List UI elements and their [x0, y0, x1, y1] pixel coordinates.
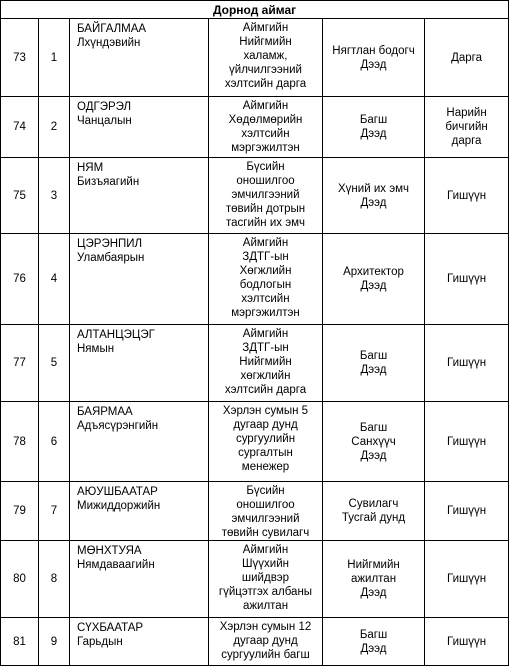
member-profession-line: Нягтлан бодогч	[332, 44, 415, 57]
member-name	[70, 234, 209, 325]
row-number: 1	[39, 19, 70, 97]
member-role-line: Дарга	[451, 51, 482, 64]
member-name-line: ОДГЭРЭЛ	[77, 101, 132, 113]
member-position-line: эмчилгээний	[231, 513, 300, 525]
member-profession-line: Дээд	[360, 128, 387, 140]
member-position-line: Аймгийн	[242, 544, 289, 556]
member-role	[425, 482, 509, 541]
member-position	[209, 158, 323, 234]
member-profession	[323, 618, 425, 666]
member-profession	[323, 19, 425, 97]
row-index: 74	[1, 97, 39, 158]
member-position	[209, 234, 323, 325]
member-position-line: сургалтын	[238, 447, 293, 459]
member-role-line: бичгийн	[445, 121, 488, 133]
member-position-line: үйлчилгээний	[229, 64, 302, 76]
member-name-line: БАЙГАЛМАА	[77, 23, 147, 35]
member-role-line: Гишүүн	[446, 189, 487, 202]
member-position-line: мэргэжилтэн	[231, 142, 300, 154]
member-name-line: Бизъяагийн	[77, 176, 140, 188]
member-profession-line: Хүний их эмч	[338, 182, 409, 195]
member-position-line: Хөдөлмөрийн	[228, 114, 303, 126]
member-position-line: ЗДТГ-ын	[242, 251, 289, 263]
table-row	[1, 402, 509, 482]
member-position	[209, 402, 323, 482]
table-row	[1, 19, 509, 97]
member-name-line: Адъясүрэнгийн	[77, 420, 159, 432]
row-index: 78	[1, 402, 39, 482]
member-position-line: Аймгийн	[242, 100, 289, 112]
member-profession	[323, 234, 425, 325]
table-row	[1, 541, 509, 618]
member-position-line: Шүүхийн	[242, 558, 289, 570]
member-name-line: Лхүндэвийн	[77, 37, 141, 49]
member-position	[209, 97, 323, 158]
row-index: 77	[1, 325, 39, 402]
member-profession-line: Дээд	[360, 58, 387, 71]
member-name	[70, 158, 209, 234]
member-profession	[323, 402, 425, 482]
member-name-line: АЛТАНЦЭЦЭГ	[77, 329, 155, 341]
member-position-line: эмчилгээний	[231, 189, 300, 201]
member-profession-line: Дээд	[360, 196, 387, 209]
member-name-line: НЯМ	[77, 162, 104, 174]
member-position-line: Нийгмийн	[239, 36, 292, 48]
row-number: 5	[39, 325, 70, 402]
member-name	[70, 541, 209, 618]
member-position	[209, 482, 323, 541]
member-position-line: хэлтсийн	[241, 293, 290, 305]
row-index: 75	[1, 158, 39, 234]
member-name-line: ЦЭРЭНПИЛ	[77, 238, 143, 250]
member-role-line: Гишүүн	[446, 505, 487, 517]
member-role-line: дарга	[451, 135, 482, 147]
member-name-line: СҮХБААТАР	[77, 622, 144, 634]
member-profession-line: Тусгай дунд	[341, 512, 406, 524]
row-index: 79	[1, 482, 39, 541]
member-position-line: оношилгоо	[236, 499, 295, 511]
table-row	[1, 482, 509, 541]
row-number: 9	[39, 618, 70, 666]
table-body	[1, 19, 509, 666]
member-position-line: гүйцэтгэх албаны	[218, 586, 313, 598]
member-role	[425, 541, 509, 618]
member-role	[425, 402, 509, 482]
table-row	[1, 158, 509, 234]
member-name-line: Гарьдын	[77, 636, 123, 648]
member-position-line: халамж,	[243, 50, 288, 62]
member-profession-line: Багш	[359, 114, 388, 126]
row-number: 7	[39, 482, 70, 541]
member-profession-line: Багш	[359, 350, 388, 362]
member-position-line: Аймгийн	[242, 237, 289, 249]
member-position-line: хэлтсийн дарга	[224, 384, 307, 396]
member-position-line: сургуулийн	[235, 433, 296, 445]
member-position	[209, 325, 323, 402]
table-title: Дорнод аймаг	[1, 1, 509, 19]
member-role-line: Гишүүн	[446, 435, 487, 448]
member-profession	[323, 325, 425, 402]
member-name	[70, 19, 209, 97]
member-profession-line: Дээд	[360, 587, 387, 599]
member-position-line: бодлогын	[239, 279, 292, 291]
row-number: 8	[39, 541, 70, 618]
member-role	[425, 234, 509, 325]
member-profession-line: Дээд	[360, 364, 387, 376]
member-profession-line: Архитектор	[343, 266, 404, 278]
member-profession-line: Сувилагч	[348, 498, 399, 510]
member-name-line: Мижиддоржийн	[77, 500, 161, 512]
member-position-line: менежер	[241, 461, 290, 473]
member-position-line: Бүсийн	[246, 161, 285, 173]
member-role-line: Нарийн	[446, 107, 487, 119]
row-number: 6	[39, 402, 70, 482]
member-role-line: Гишүүн	[446, 357, 487, 369]
member-role	[425, 618, 509, 666]
row-number: 2	[39, 97, 70, 158]
member-profession-line: Санхүүч	[351, 435, 396, 448]
member-profession-line: Багш	[359, 628, 388, 641]
member-profession	[323, 97, 425, 158]
row-index: 81	[1, 618, 39, 666]
member-name-line: БАЯРМАА	[77, 406, 133, 418]
member-role-line: Гишүүн	[446, 635, 487, 648]
member-profession-line: Дээд	[360, 280, 387, 292]
member-position-line: Нийгмийн	[239, 356, 292, 368]
member-name-line: АЮУШБААТАР	[77, 486, 158, 498]
member-position-line: төвийн дотрын	[225, 203, 306, 215]
member-name-line: Уламбаярын	[77, 252, 145, 264]
member-position-line: Хөгжлийн	[239, 265, 292, 277]
member-role	[425, 19, 509, 97]
member-profession-line: Нийгмийн	[347, 559, 400, 571]
member-name-line: МӨНХТУЯА	[77, 545, 142, 557]
member-position-line: хөгжлийн	[240, 370, 291, 382]
member-position-line: хэлтсийн	[241, 128, 290, 140]
row-number: 3	[39, 158, 70, 234]
member-role-line: Гишүүн	[446, 573, 487, 585]
member-position-line: шийдвэр	[241, 572, 290, 584]
table-row	[1, 234, 509, 325]
row-index: 80	[1, 541, 39, 618]
member-profession-line: ажилтан	[350, 573, 397, 585]
member-position	[209, 541, 323, 618]
member-position-line: Бүсийн	[246, 485, 285, 497]
member-name-line: Чанцалын	[77, 115, 132, 127]
member-position-line: Хэрлэн сумын 12	[219, 621, 312, 633]
member-name	[70, 97, 209, 158]
member-profession-line: Дээд	[360, 449, 387, 462]
member-position-line: тасгийн их эмч	[225, 217, 305, 229]
member-profession	[323, 158, 425, 234]
member-name	[70, 482, 209, 541]
member-name	[70, 402, 209, 482]
member-position-line: ажилтан	[242, 600, 289, 612]
member-position-line: ЗДТГ-ын	[242, 342, 289, 354]
title-row	[1, 1, 509, 19]
table-row	[1, 618, 509, 666]
member-position-line: мэргэжилтэн	[231, 307, 300, 319]
member-role	[425, 97, 509, 158]
member-position-line: сургуулийн багш	[221, 649, 310, 661]
member-profession	[323, 482, 425, 541]
member-name-line: Нямын	[77, 343, 115, 355]
member-name	[70, 325, 209, 402]
member-name	[70, 618, 209, 666]
row-index: 73	[1, 19, 39, 97]
member-position-line: дугаар дунд	[233, 635, 298, 647]
table-row	[1, 325, 509, 402]
row-number: 4	[39, 234, 70, 325]
member-position-line: Аймгийн	[242, 328, 289, 340]
member-position-line: төвийн сувилагч	[221, 527, 310, 539]
member-role-line: Гишүүн	[446, 273, 487, 285]
member-position	[209, 19, 323, 97]
member-name-line: Нямдаваагийн	[77, 559, 155, 571]
member-position-line: Хэрлэн сумын 5	[222, 405, 309, 417]
member-profession-line: Дээд	[360, 642, 387, 655]
member-position-line: дугаар дунд	[233, 419, 298, 431]
member-profession	[323, 541, 425, 618]
table-row	[1, 97, 509, 158]
member-position-line: оношилгоо	[236, 175, 295, 187]
member-position-line: Аймгийн	[242, 22, 289, 34]
member-role	[425, 158, 509, 234]
member-profession-line: Багш	[359, 421, 388, 434]
member-position-line: хэлтсийн дарга	[224, 78, 307, 90]
member-position	[209, 618, 323, 666]
member-role	[425, 325, 509, 402]
row-index: 76	[1, 234, 39, 325]
